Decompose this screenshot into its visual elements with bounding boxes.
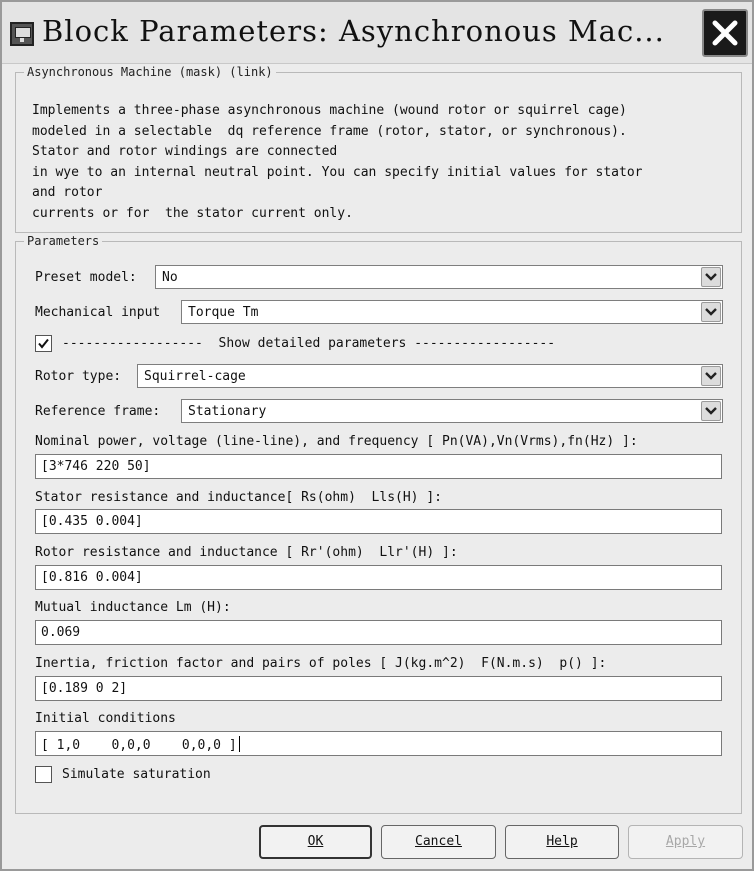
description-line: modeled in a selectable dq reference frame (rotor, stator, or synchronous). bbox=[32, 123, 627, 139]
mask-legend: Asynchronous Machine (mask) (link) bbox=[27, 65, 273, 79]
nominal-label: Nominal power, voltage (line-line), and frequency [ Pn(VA),Vn(Vrms),fn(Hz) ]: bbox=[35, 434, 638, 449]
mask-description bbox=[32, 101, 747, 224]
inertia-input[interactable] bbox=[35, 676, 722, 701]
stator-value: [0.435 0.004] bbox=[41, 514, 143, 529]
initial-conditions-label: Initial conditions bbox=[35, 711, 176, 726]
mutual-label: Mutual inductance Lm (H): bbox=[35, 600, 231, 615]
description-line: in wye to an internal neutral point. You can specify initial values for stator bbox=[32, 164, 643, 180]
rotor-value: [0.816 0.004] bbox=[41, 570, 143, 585]
close-icon bbox=[710, 18, 740, 48]
chevron-down-icon[interactable] bbox=[701, 401, 721, 421]
cancel-button-label: Cancel bbox=[415, 834, 462, 849]
description-line: and rotor bbox=[32, 185, 103, 200]
inertia-label: Inertia, friction factor and pairs of poles [ J(kg.m^2) F(N.m.s) p() ]: bbox=[35, 656, 607, 671]
initial-conditions-input[interactable] bbox=[35, 731, 722, 756]
mechanical-input-select[interactable] bbox=[181, 300, 723, 324]
description-line: Implements a three-phase asynchronous machine (wound rotor or squirrel cage) bbox=[32, 103, 627, 118]
reference-frame-value: Stationary bbox=[188, 404, 267, 419]
rotor-type-value: Squirrel-cage bbox=[144, 369, 246, 384]
text-caret bbox=[239, 736, 240, 752]
nominal-value: [3*746 220 50] bbox=[41, 459, 151, 474]
rotor-label: Rotor resistance and inductance [ Rr'(ohm) Llr'(H) ]: bbox=[35, 545, 458, 560]
apply-button[interactable] bbox=[628, 825, 743, 859]
stator-label: Stator resistance and inductance[ Rs(ohm) Lls(H) ]: bbox=[35, 490, 442, 505]
description-line: currents or for the stator current only. bbox=[32, 205, 353, 221]
initial-conditions-text: [ 1,0 0,0,0 0,0,0 ] bbox=[41, 738, 237, 753]
mutual-value: 0.069 bbox=[41, 625, 81, 640]
show-detailed-label: ------------------ Show detailed parameters ------------------ bbox=[62, 336, 556, 351]
nominal-input[interactable] bbox=[35, 454, 722, 479]
stator-input[interactable] bbox=[35, 509, 722, 534]
simulink-block-icon bbox=[10, 22, 34, 46]
reference-frame-select[interactable] bbox=[181, 399, 723, 423]
description-line: Stator and rotor windings are connected bbox=[32, 144, 338, 159]
chevron-down-icon[interactable] bbox=[701, 267, 721, 287]
mechanical-input-value: Torque Tm bbox=[188, 305, 259, 320]
simulate-saturation-checkbox[interactable] bbox=[35, 766, 52, 783]
rotor-type-label: Rotor type: bbox=[35, 369, 122, 384]
ok-button[interactable] bbox=[259, 825, 372, 859]
show-detailed-checkbox[interactable] bbox=[35, 335, 52, 352]
checkmark-icon bbox=[37, 337, 50, 350]
preset-model-select[interactable] bbox=[155, 265, 723, 289]
parameters-legend: Parameters bbox=[27, 234, 100, 248]
mask-description-group bbox=[15, 65, 742, 233]
preset-model-label: Preset model: bbox=[35, 270, 137, 285]
apply-button-label: Apply bbox=[665, 834, 706, 849]
close-button[interactable] bbox=[702, 9, 748, 57]
inertia-value: [0.189 0 2] bbox=[41, 681, 128, 696]
simulate-saturation-label: Simulate saturation bbox=[62, 767, 211, 782]
mechanical-input-label: Mechanical input bbox=[35, 305, 161, 320]
rotor-type-select[interactable] bbox=[137, 364, 723, 388]
ok-button-label: OK bbox=[307, 834, 324, 849]
reference-frame-label: Reference frame: bbox=[35, 404, 161, 419]
mutual-input[interactable] bbox=[35, 620, 722, 645]
cancel-button[interactable] bbox=[381, 825, 496, 859]
help-button-label: Help bbox=[546, 834, 578, 849]
help-button[interactable] bbox=[505, 825, 619, 859]
preset-model-value: No bbox=[162, 270, 178, 285]
chevron-down-icon[interactable] bbox=[701, 302, 721, 322]
window-title: Block Parameters: Asynchronous Mac... bbox=[42, 14, 665, 48]
rotor-input[interactable] bbox=[35, 565, 722, 590]
title-bar[interactable] bbox=[2, 2, 752, 64]
chevron-down-icon[interactable] bbox=[701, 366, 721, 386]
initial-conditions-value bbox=[41, 736, 240, 753]
